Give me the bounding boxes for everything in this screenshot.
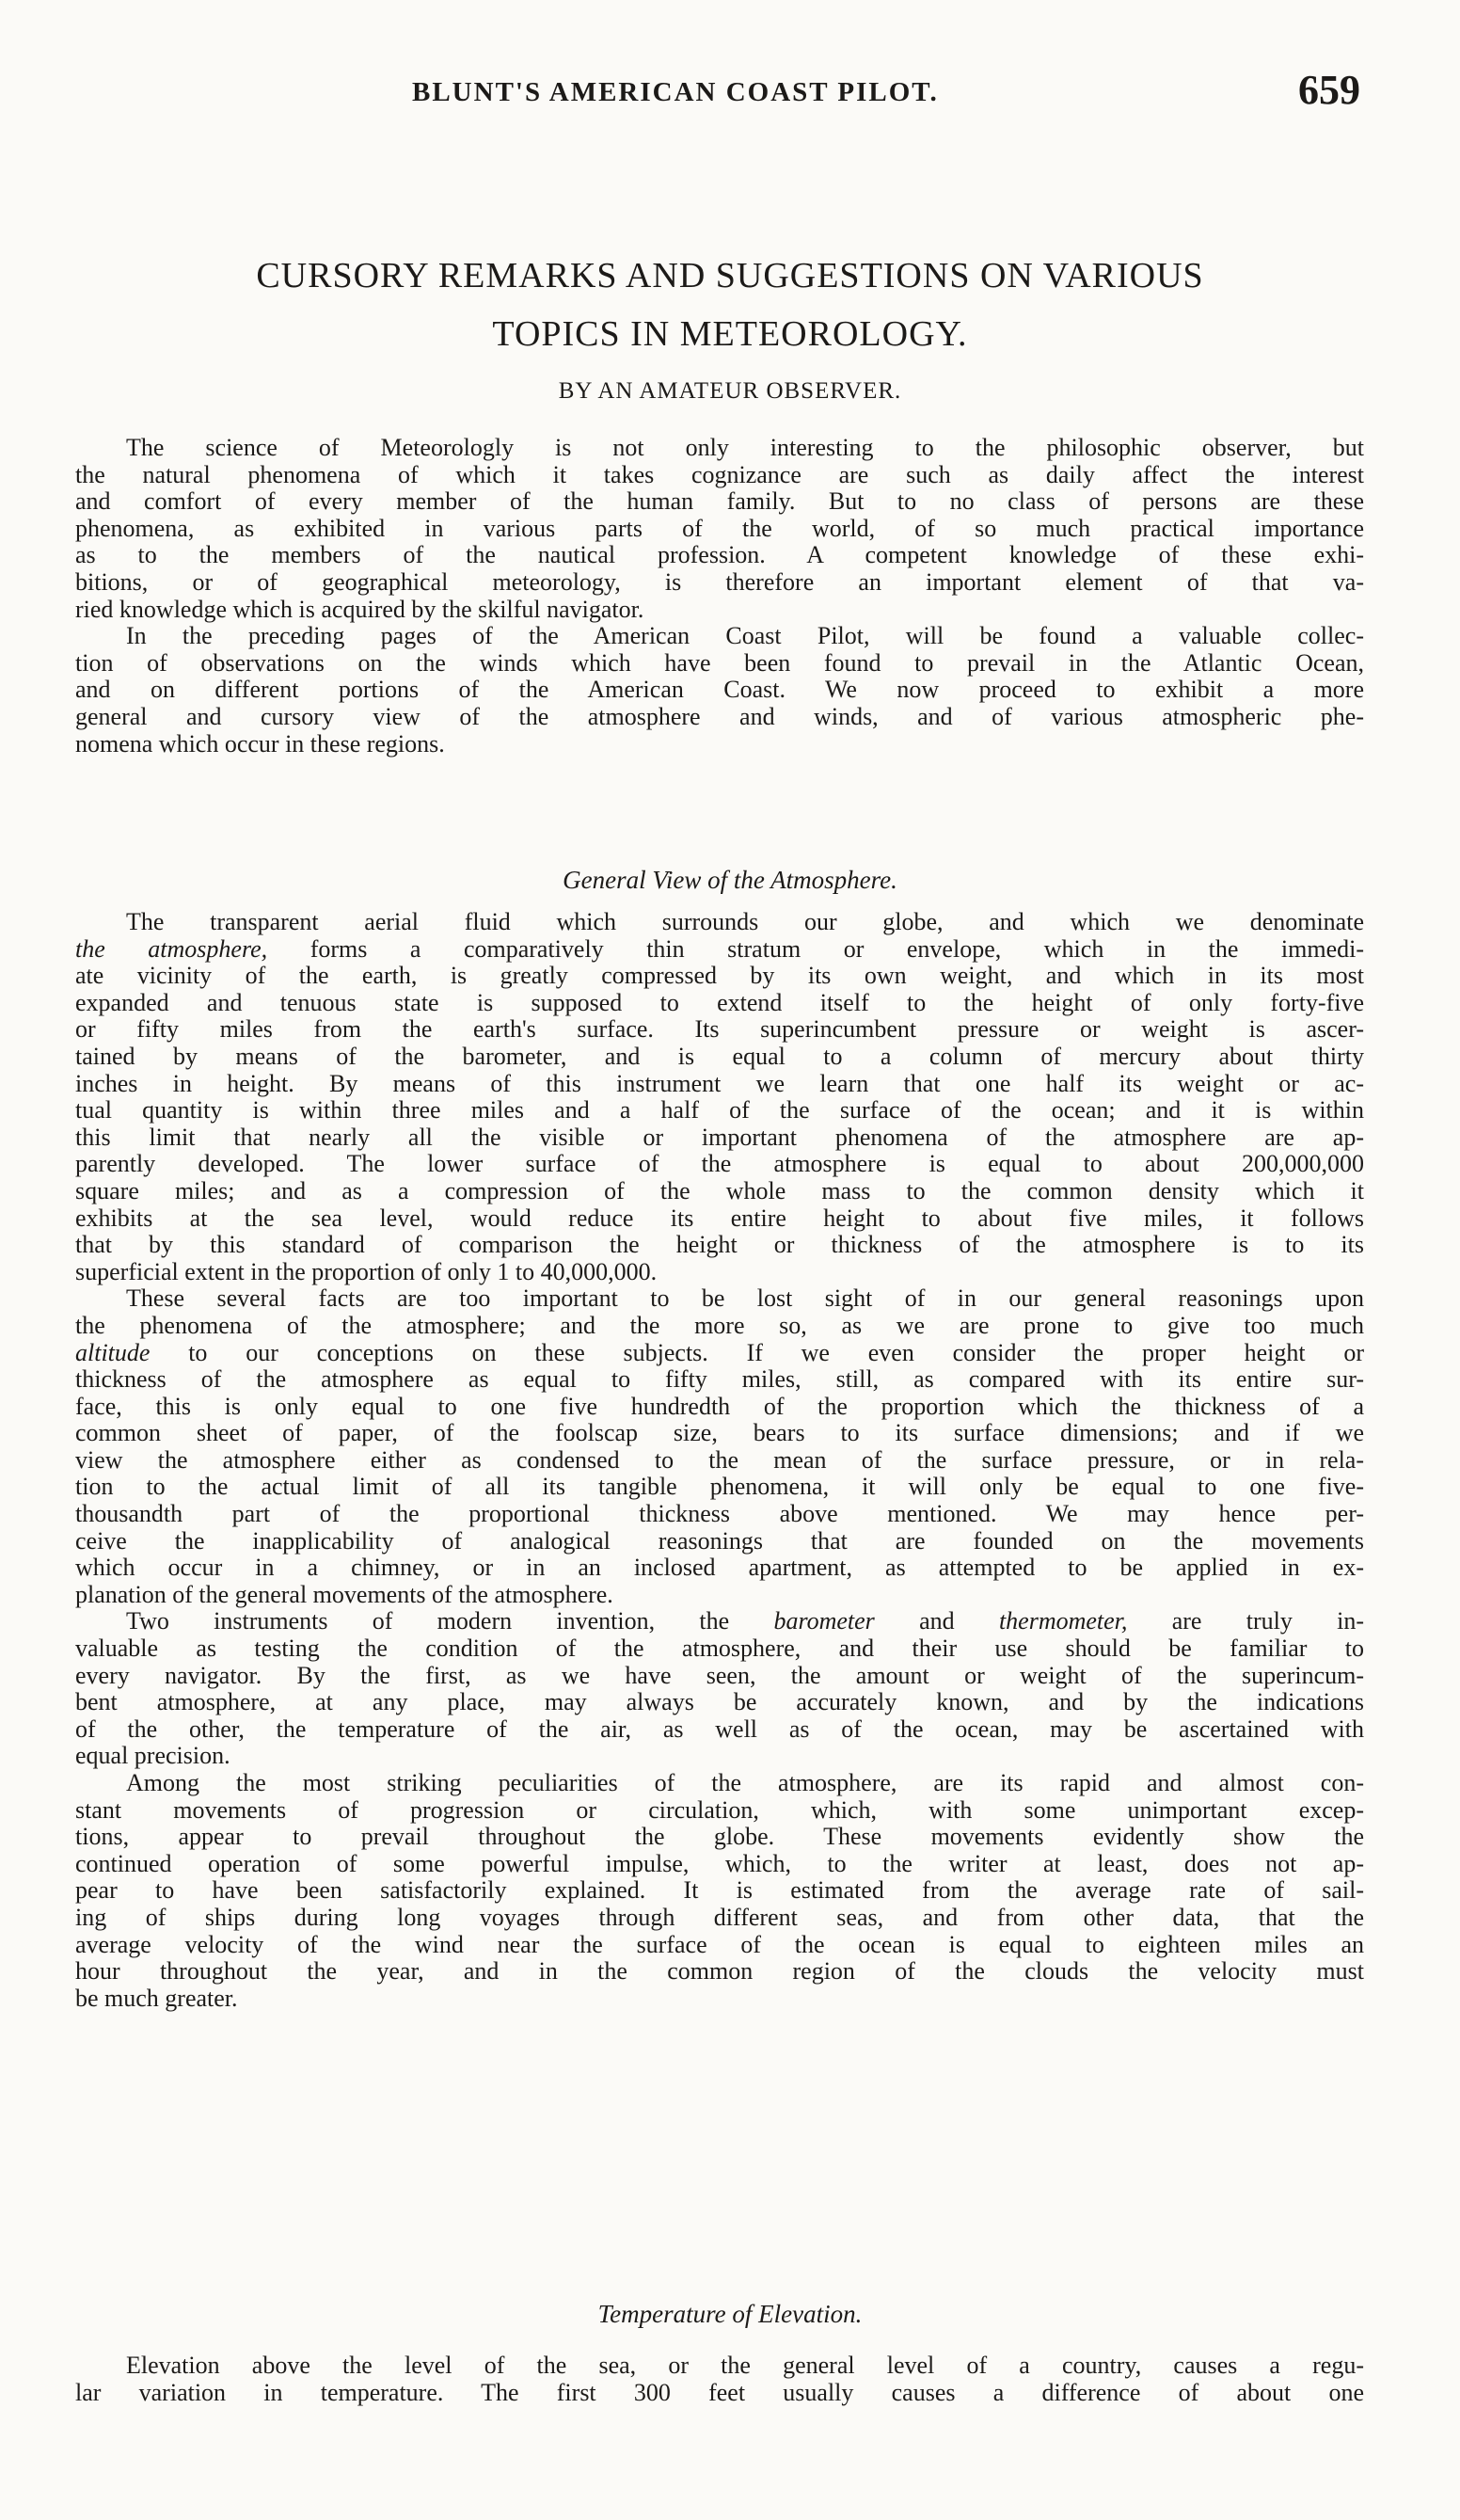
text-line: face, this is only equal to one five hundredth of the proportion which the thickness of a [75, 1393, 1364, 1420]
text-line: thickness of the atmosphere as equal to fifty miles, still, as compared with its entire sur- [75, 1366, 1364, 1394]
text-span: Two instruments of modern invention, the [126, 1608, 774, 1635]
running-head [0, 64, 1460, 120]
text-span: to our conceptions on these subjects. If we even consider the proper height or [150, 1339, 1364, 1366]
text-line: ate vicinity of the earth, is greatly compressed by its own weight, and which in its most [75, 963, 1364, 990]
text-line: The transparent aerial fluid which surrounds our globe, and which we denominate [126, 909, 1364, 935]
text-line: thousandth part of the proportional thickness above mentioned. We may hence per- [75, 1501, 1364, 1528]
text-line: inches in height. By means of this instrument we learn that one half its weight or ac- [75, 1070, 1364, 1097]
text-line: stant movements of progression or circulation, which, with some unimportant excep- [75, 1796, 1364, 1824]
emphasis: the atmosphere, [75, 935, 268, 963]
text-line: which occur in a chimney, or in an inclosed apartment, as attempted to be applied in ex- [75, 1555, 1364, 1582]
text-line: planation of the general movements of the atmosphere. [75, 1581, 613, 1608]
text-line: be much greater. [75, 1985, 238, 2012]
text-line: equal precision. [75, 1743, 230, 1770]
paragraph-temperature [75, 2353, 1364, 2406]
text-line: and on different portions of the American Coast. We now proceed to exhibit a more [75, 677, 1364, 704]
running-title: BLUNT'S AMERICAN COAST PILOT. [412, 77, 939, 107]
text-line: continued operation of some powerful impulse, which, to the writer at least, does not ap- [75, 1850, 1364, 1877]
text-line: tion of observations on the winds which have been found to prevail in the Atlantic Ocean, [75, 649, 1364, 677]
text-line: Among the most striking peculiarities of the atmosphere, are its rapid and almost con- [126, 1770, 1364, 1796]
text-line: hour throughout the year, and in the common region of the clouds the velocity must [75, 1958, 1364, 1986]
page-number: 659 [1298, 67, 1360, 113]
text-line: the phenomena of the atmosphere; and the more so, as we are prone to give too much [75, 1312, 1364, 1339]
text-line: the natural phenomena of which it takes cognizance are such as daily affect the interest [75, 461, 1364, 488]
text-line: or fifty miles from the earth's surface. Its superincumbent pressure or weight is ascer- [75, 1016, 1364, 1044]
text-line: tion to the actual limit of all its tangible phenomena, it will only be equal to one five- [75, 1474, 1364, 1501]
paragraph-atmosphere [75, 909, 1364, 2012]
text-line: tions, appear to prevail throughout the globe. These movements evidently show the [75, 1824, 1364, 1851]
text-line: bitions, or of geographical meteorology, is therefore an important element of that va- [75, 568, 1364, 596]
text-line: parently developed. The lower surface of the atmosphere is equal to about 200,000,000 [75, 1151, 1364, 1178]
text-line: lar variation in temperature. The first 300 feet usually causes a difference of about one [75, 2379, 1364, 2406]
emphasis: altitude [75, 1339, 151, 1366]
text-line: square miles; and as a compression of the whole mass to the common density which it [75, 1177, 1364, 1204]
text-line: In the preceding pages of the American Coast Pilot, will be found a valuable collec- [126, 623, 1364, 650]
text-span: and [874, 1608, 999, 1635]
text-line: tained by means of the barometer, and is equal to a column of mercury about thirty [75, 1043, 1364, 1070]
emphasis: barometer [773, 1608, 875, 1635]
article-title-line-2: TOPICS IN METEOROLOGY. [492, 314, 968, 354]
article-title-line-1: CURSORY REMARKS AND SUGGESTIONS ON VARIOUS [256, 256, 1204, 295]
section-heading-temperature: Temperature of Elevation. [597, 2300, 863, 2328]
text-line: ried knowledge which is acquired by the skilful navigator. [75, 596, 644, 623]
text-line: pear to have been satisfactorily explained. It is estimated from the average rate of sail- [75, 1877, 1364, 1905]
text-line [75, 1608, 1364, 1635]
text-span: forms a comparatively thin stratum or envelope, which in the immedi- [267, 935, 1364, 963]
text-line: tual quantity is within three miles and a half of the surface of the ocean; and it is within [75, 1097, 1364, 1124]
text-line: of the other, the temperature of the air, as well as of the ocean, may be ascertained with [75, 1715, 1364, 1743]
text-line: bent atmosphere, at any place, may always be accurately known, and by the indications [75, 1689, 1364, 1716]
text-line: These several facts are too important to be lost sight of in our general reasonings upon [126, 1285, 1364, 1313]
text-line: phenomena, as exhibited in various parts of the world, of so much practical importance [75, 515, 1364, 542]
text-line: common sheet of paper, of the foolscap size, bears to its surface dimensions; and if we [75, 1420, 1364, 1447]
text-line: The science of Meteorologly is not only interesting to the philosophic observer, but [126, 435, 1364, 461]
text-line: every navigator. By the first, as we have seen, the amount or weight of the superincum- [75, 1662, 1364, 1689]
text-span: are truly in- [1127, 1608, 1364, 1635]
section-heading-atmosphere: General View of the Atmosphere. [563, 866, 897, 894]
text-line: this limit that nearly all the visible or important phenomena of the atmosphere are ap- [75, 1124, 1364, 1151]
text-line: exhibits at the sea level, would reduce its entire height to about five miles, it follows [75, 1204, 1364, 1232]
text-line: general and cursory view of the atmosphere and winds, and of various atmospheric phe- [75, 703, 1364, 730]
text-line: ing of ships during long voyages through different seas, and from other data, that the [75, 1904, 1364, 1931]
text-line: superficial extent in the proportion of only 1 to 40,000,000. [75, 1258, 658, 1285]
byline: BY AN AMATEUR OBSERVER. [558, 378, 902, 404]
emphasis: thermometer, [998, 1608, 1128, 1635]
text-line: valuable as testing the condition of the atmosphere, and their use should be familiar to [75, 1635, 1364, 1663]
text-line: expanded and tenuous state is supposed to extend itself to the height of only forty-five [75, 989, 1364, 1016]
text-line: as to the members of the nautical profession. A competent knowledge of these exhi- [75, 542, 1364, 569]
text-line: average velocity of the wind near the surface of the ocean is equal to eighteen miles an [75, 1931, 1364, 1958]
text-line: nomena which occur in these regions. [75, 730, 445, 758]
text-line: Elevation above the level of the sea, or the general level of a country, causes a regu- [126, 2353, 1364, 2379]
paragraph-intro [75, 435, 1364, 758]
text-line [75, 1340, 1364, 1367]
text-line: and comfort of every member of the human family. But to no class of persons are these [75, 488, 1364, 516]
text-line: ceive the inapplicability of analogical reasonings that are founded on the movements [75, 1527, 1364, 1555]
text-line: that by this standard of comparison the height or thickness of the atmosphere is to its [75, 1232, 1364, 1259]
text-line [75, 936, 1364, 964]
text-line: view the atmosphere either as condensed to the mean of the surface pressure, or in rela- [75, 1446, 1364, 1474]
